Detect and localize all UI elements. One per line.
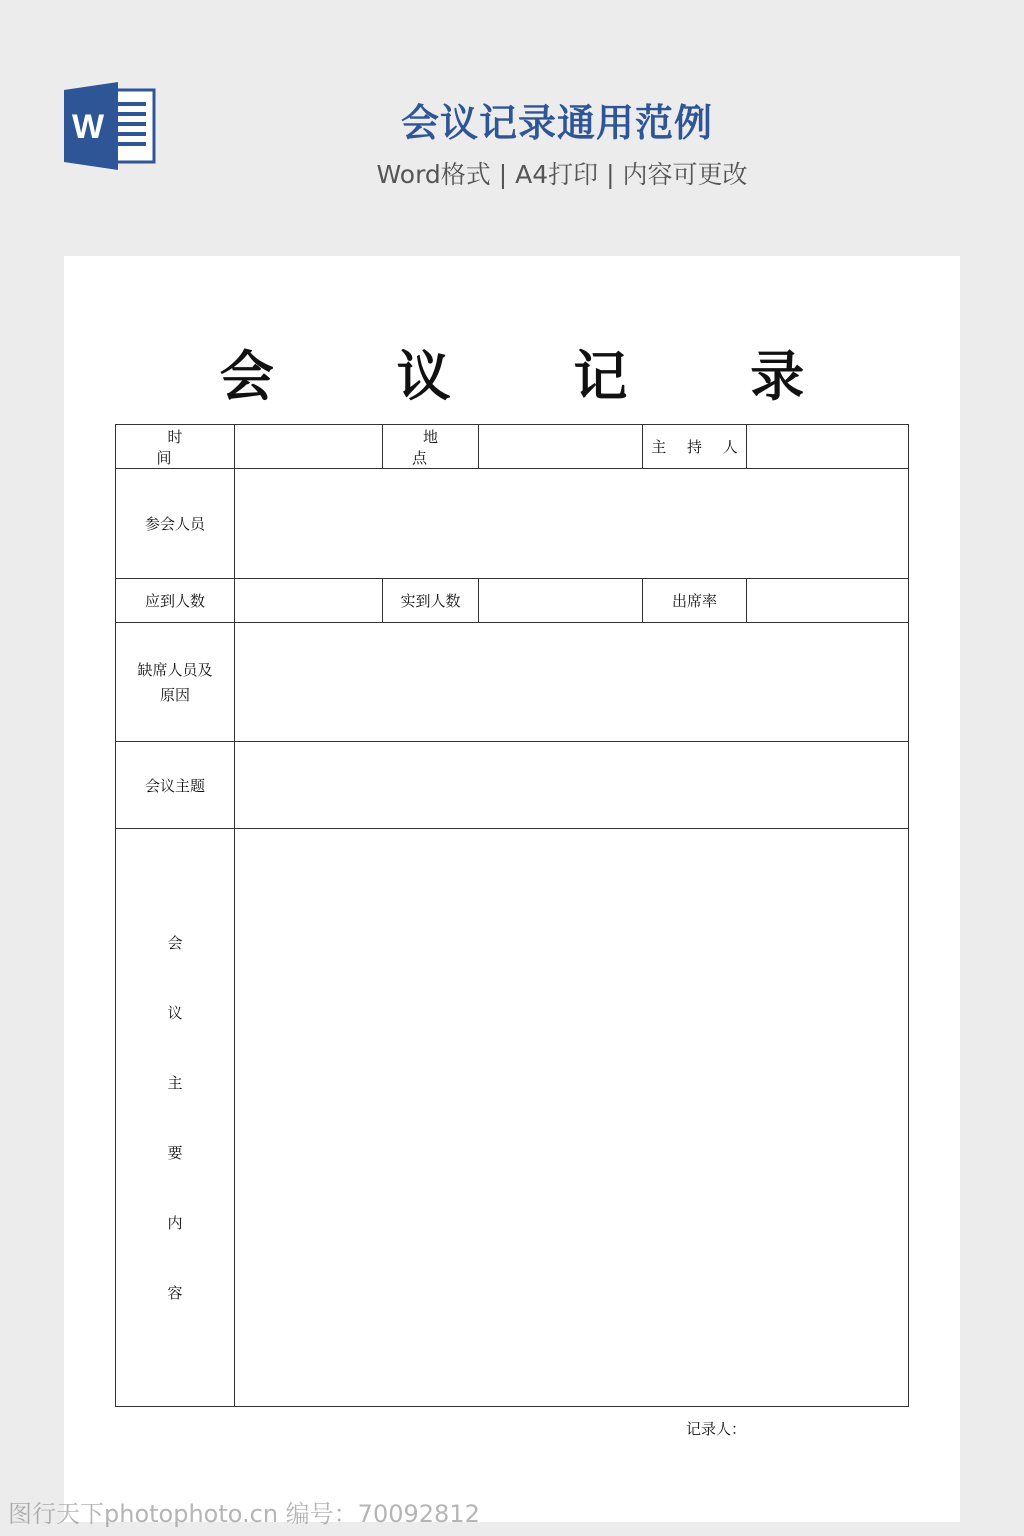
absent-label <box>116 623 235 742</box>
table-row <box>116 425 909 469</box>
content-label-char: 内 <box>167 1213 183 1232</box>
document-page <box>64 256 960 1522</box>
content-label-char: 议 <box>167 1003 183 1022</box>
content-label-char: 要 <box>167 1143 183 1162</box>
table-row <box>116 469 909 579</box>
absent-label-line2: 原因 <box>159 686 190 704</box>
topic-label: 会议主题 <box>116 742 235 829</box>
attendance-rate-field[interactable] <box>747 579 909 623</box>
time-field[interactable] <box>235 425 383 469</box>
actual-count-field[interactable] <box>479 579 643 623</box>
word-logo-letter: W <box>71 108 105 146</box>
document-title: 会 议 记 录 <box>219 344 857 408</box>
recorder-label: 记录人： <box>686 1420 747 1438</box>
attendance-rate-label: 出席率 <box>643 579 747 623</box>
table-row <box>116 829 909 1407</box>
attendees-field[interactable] <box>235 469 909 579</box>
watermark: 图行天下photophoto.cn 编号：70092812 <box>8 1500 480 1528</box>
content-field[interactable] <box>235 829 909 1407</box>
place-label: 地 点 <box>383 425 479 469</box>
topic-field[interactable] <box>235 742 909 829</box>
content-label-char: 容 <box>167 1283 183 1302</box>
host-field[interactable] <box>747 425 909 469</box>
attendees-label: 参会人员 <box>116 469 235 579</box>
meeting-record-table <box>115 424 909 1407</box>
table-row <box>116 623 909 742</box>
page-subtitle: Word格式 | A4打印 | 内容可更改 <box>376 160 748 189</box>
content-label-char: 会 <box>167 933 183 952</box>
host-label: 主 持 人 <box>643 425 747 469</box>
page-title: 会议记录通用范例 <box>400 101 713 145</box>
time-label: 时 间 <box>116 425 235 469</box>
expected-count-label: 应到人数 <box>116 579 235 623</box>
table-row <box>116 742 909 829</box>
absent-label-line1: 缺席人员及 <box>137 661 213 679</box>
content-label <box>116 829 235 1407</box>
actual-count-label: 实到人数 <box>383 579 479 623</box>
absent-field[interactable] <box>235 623 909 742</box>
table-row <box>116 579 909 623</box>
content-label-char: 主 <box>167 1073 183 1092</box>
place-field[interactable] <box>479 425 643 469</box>
expected-count-field[interactable] <box>235 579 383 623</box>
